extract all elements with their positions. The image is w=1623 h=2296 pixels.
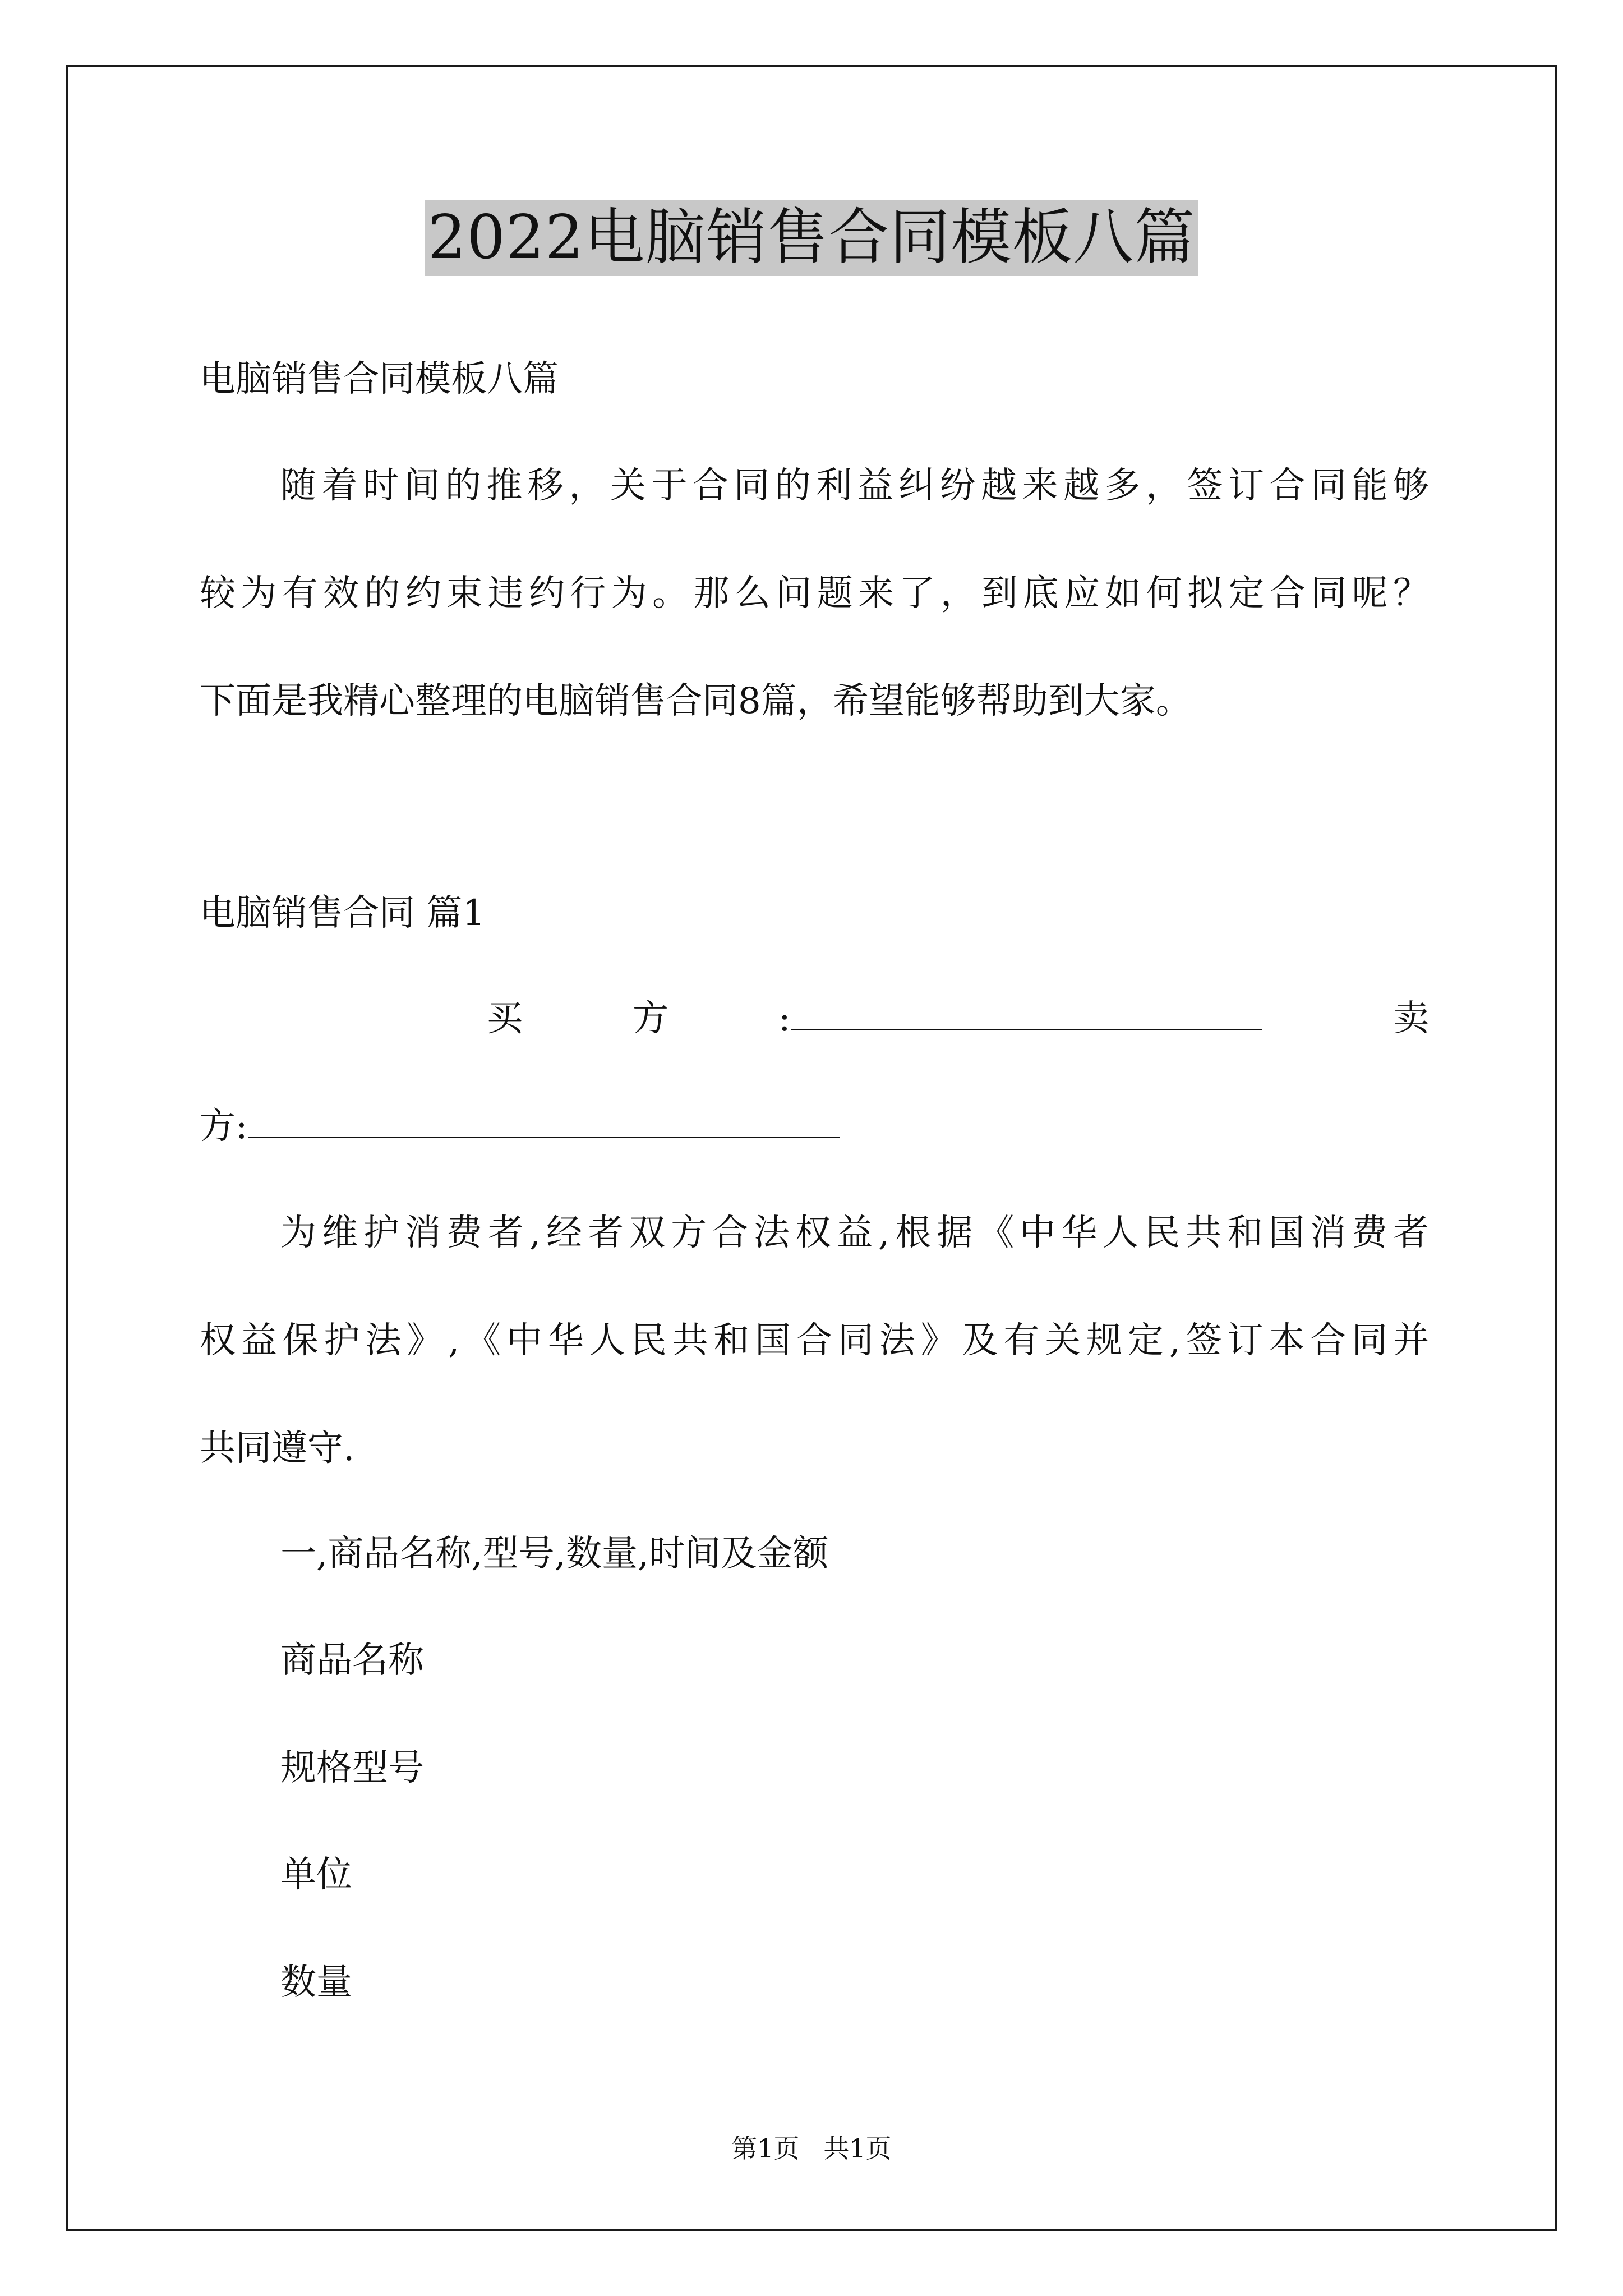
clause-item: 规格型号 <box>280 1747 424 1789</box>
seller-label-rest: 方: <box>200 1106 248 1147</box>
page-total: 共1页 <box>823 2133 892 2164</box>
seller-blank <box>248 1104 840 1138</box>
seller-label-first: 卖 <box>1393 998 1429 1039</box>
section-heading: 电脑销售合同 篇1 <box>200 892 486 934</box>
purpose-line-2: 权益保护法》,《中华人民共和国合同法》及有关规定,签订本合同并 <box>200 1320 1429 1361</box>
purpose-line-1: 为维护消费者,经者双方合法权益,根据《中华人民共和国消费者 <box>280 1212 1429 1254</box>
intro-line-1: 随着时间的推移，关于合同的利益纠纷越来越多，签订合同能够 <box>280 465 1429 507</box>
intro-line-3: 下面是我精心整理的电脑销售合同8篇，希望能够帮助到大家。 <box>200 680 1192 722</box>
clause-item: 单位 <box>280 1854 352 1895</box>
page-footer <box>0 2132 1623 2165</box>
page-number: 第1页 <box>731 2133 800 2164</box>
clause-1-heading: 一,商品名称,型号,数量,时间及金额 <box>280 1533 829 1575</box>
clause-item: 数量 <box>280 1962 352 2003</box>
seller-line <box>200 1073 1429 1180</box>
title-wrap <box>0 200 1623 276</box>
document-subtitle: 电脑销售合同模板八篇 <box>200 358 559 400</box>
purpose-line-3: 共同遵守. <box>200 1428 355 1469</box>
buyer-blank <box>791 996 1262 1030</box>
intro-line-2: 较为有效的约束违约行为。那么问题来了，到底应如何拟定合同呢？ <box>200 573 1429 614</box>
buyer-label-char-1: 买 <box>487 998 523 1039</box>
document-title: 2022电脑销售合同模板八篇 <box>425 200 1199 276</box>
buyer-colon: : <box>778 998 791 1039</box>
buyer-label-char-2: 方 <box>633 998 668 1039</box>
buyer-line <box>200 965 1429 1073</box>
clause-item: 商品名称 <box>280 1640 424 1681</box>
